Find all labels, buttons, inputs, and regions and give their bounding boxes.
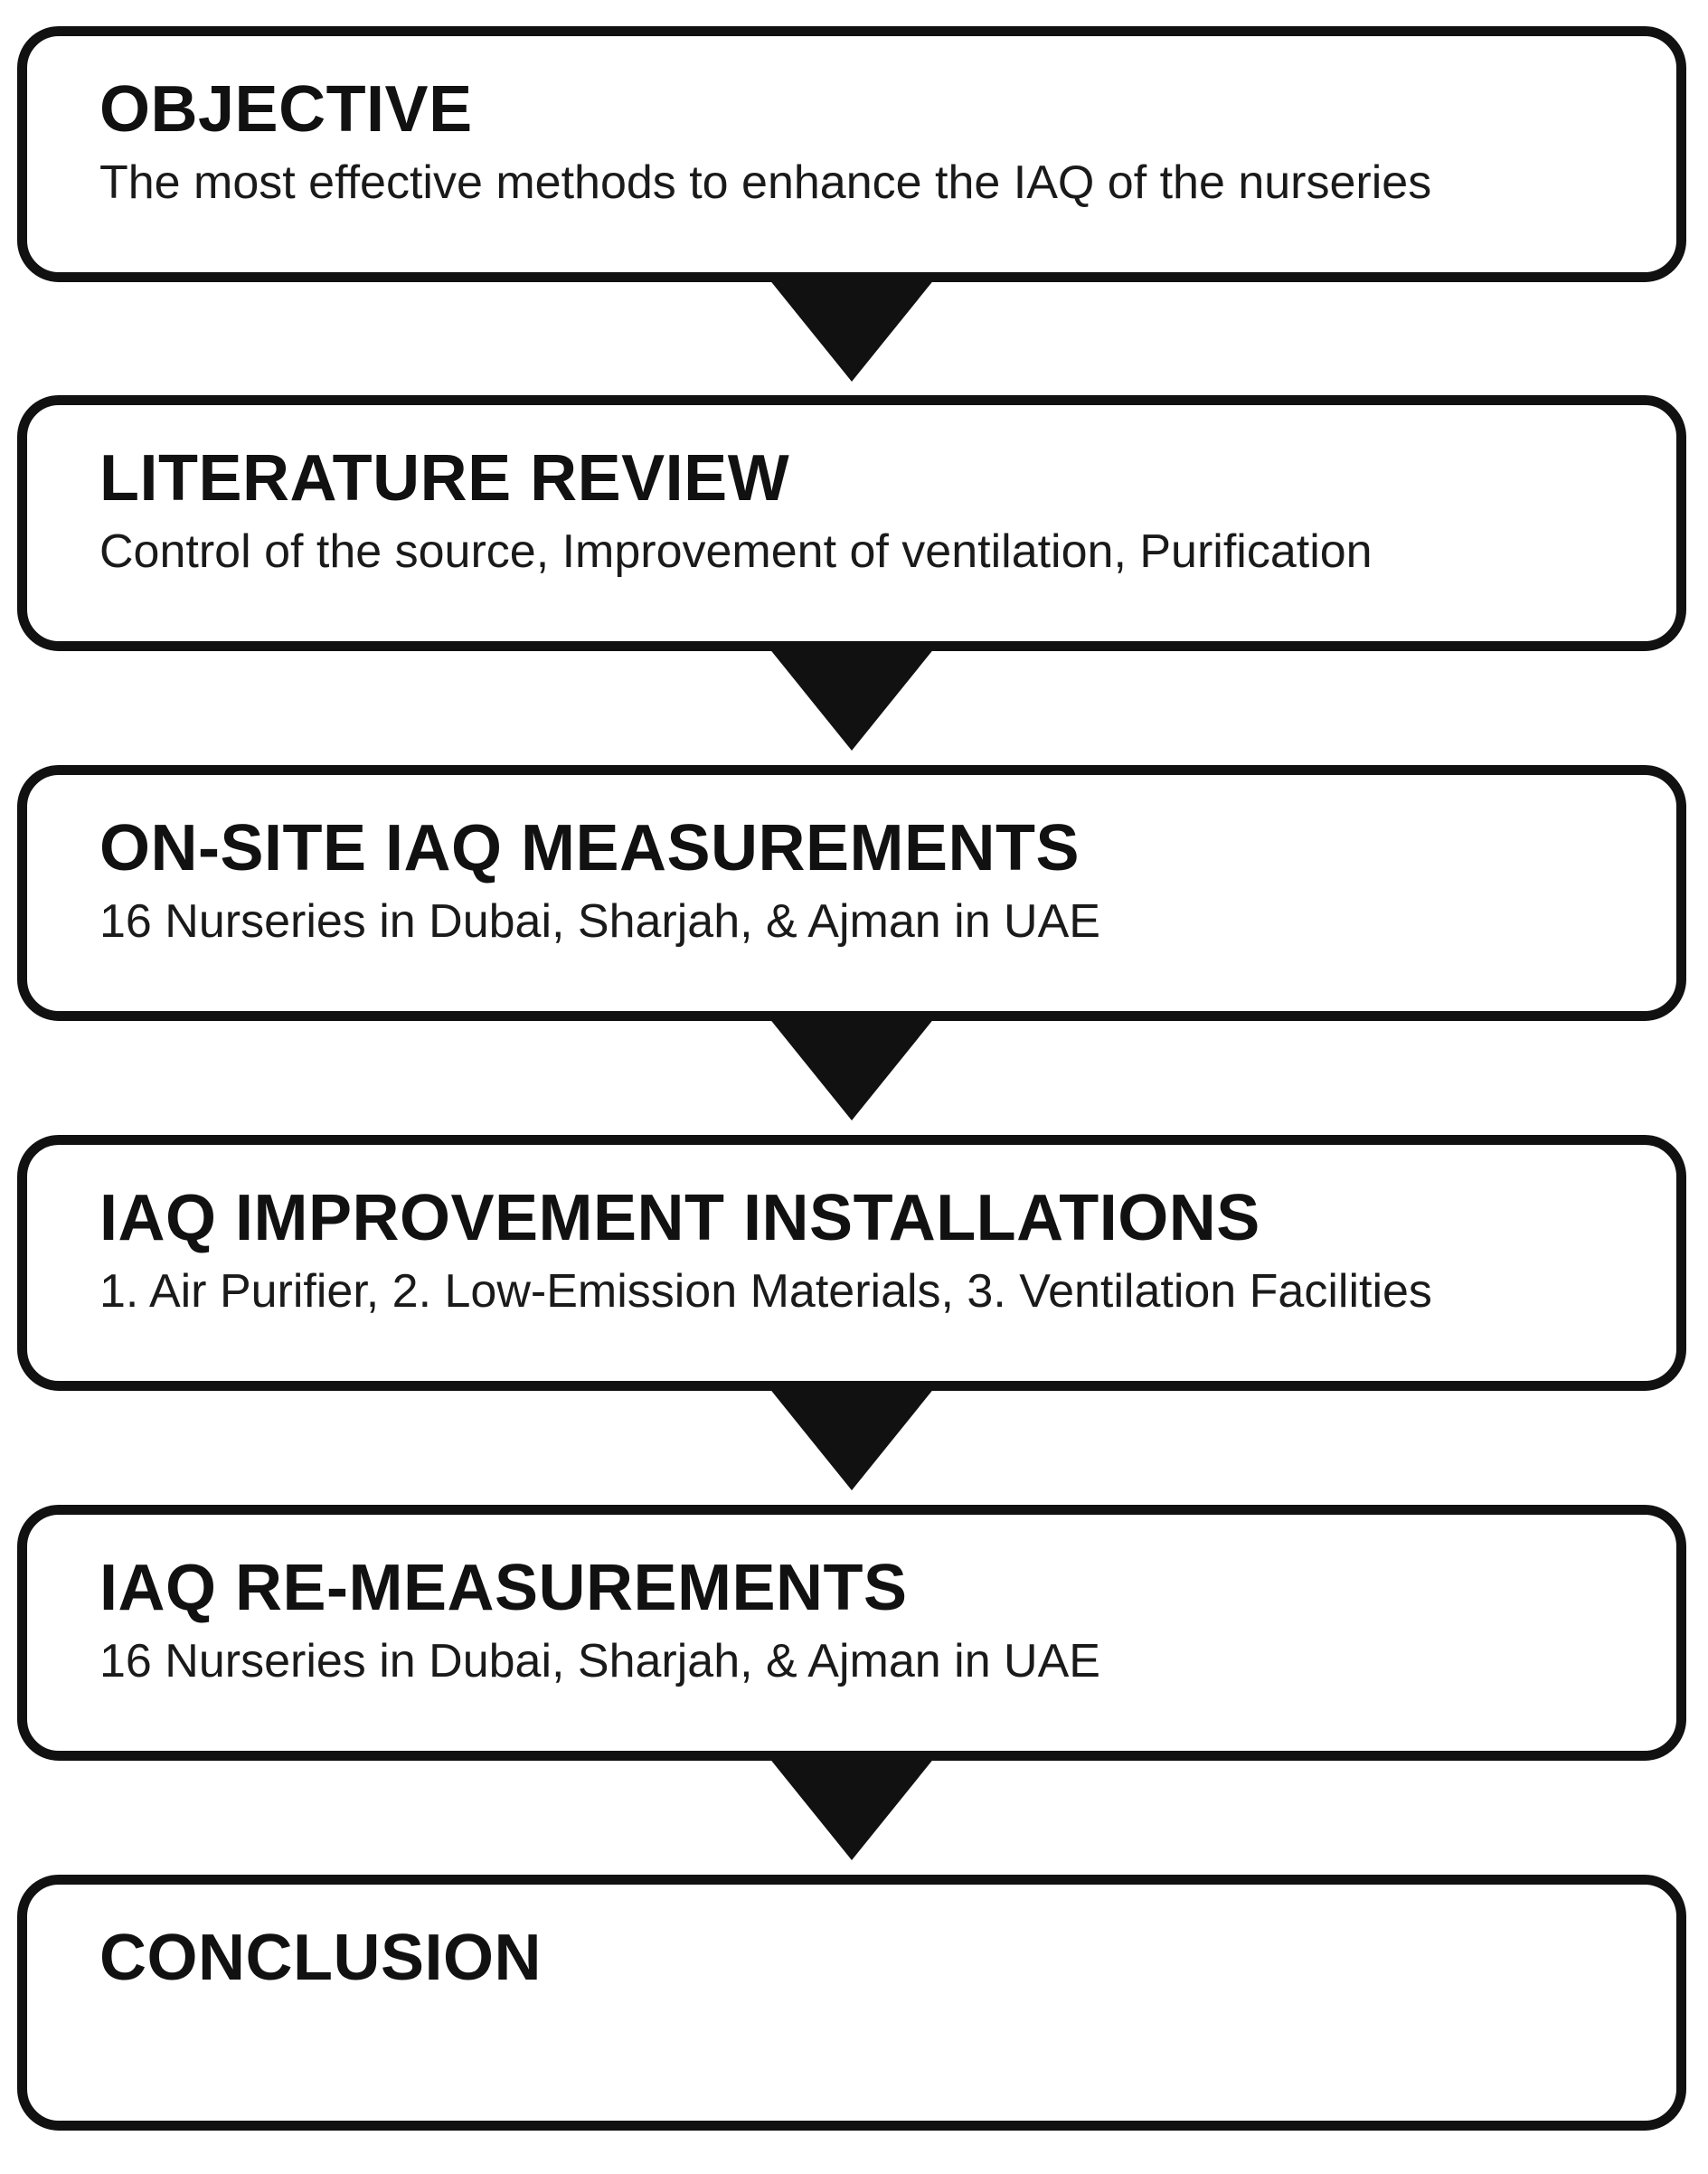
step-title: IAQ IMPROVEMENT INSTALLATIONS xyxy=(99,1182,1260,1254)
step-title: OBJECTIVE xyxy=(99,73,473,146)
step-objective xyxy=(17,26,1686,282)
down-triangle-arrow-icon xyxy=(769,647,935,751)
step-conclusion xyxy=(17,1875,1686,2131)
step-on-site-measurements xyxy=(17,765,1686,1021)
down-triangle-arrow-icon xyxy=(769,1017,935,1120)
step-description: Control of the source, Improvement of ventilation, Purification xyxy=(99,525,1373,578)
step-title: IAQ RE-MEASUREMENTS xyxy=(99,1552,908,1624)
step-title: LITERATURE REVIEW xyxy=(99,442,790,515)
down-triangle-arrow-icon xyxy=(769,279,935,382)
step-description: 16 Nurseries in Dubai, Sharjah, & Ajman in UAE xyxy=(99,895,1100,948)
step-description: The most effective methods to enhance the IAQ of the nurseries xyxy=(99,156,1432,209)
step-description: 16 Nurseries in Dubai, Sharjah, & Ajman in UAE xyxy=(99,1635,1100,1687)
down-triangle-arrow-icon xyxy=(769,1387,935,1490)
step-improvement-installations xyxy=(17,1135,1686,1391)
step-re-measurements xyxy=(17,1505,1686,1761)
step-description: 1. Air Purifier, 2. Low-Emission Materials, 3. Ventilation Facilities xyxy=(99,1265,1432,1318)
step-title: ON-SITE IAQ MEASUREMENTS xyxy=(99,812,1080,884)
down-triangle-arrow-icon xyxy=(769,1757,935,1860)
step-literature-review xyxy=(17,395,1686,651)
step-title: CONCLUSION xyxy=(99,1922,542,1994)
